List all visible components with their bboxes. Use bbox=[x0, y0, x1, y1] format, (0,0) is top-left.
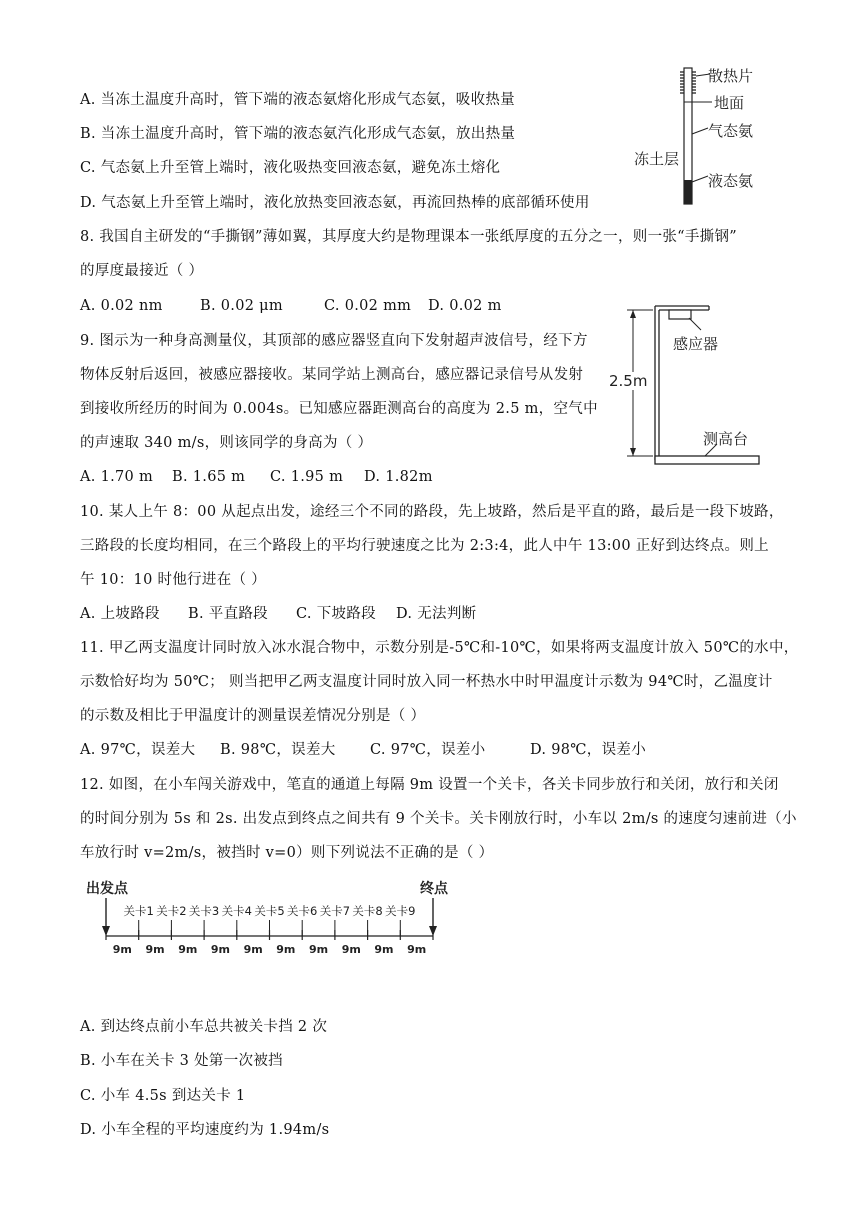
q8-option-c: C. 0.02 mm bbox=[324, 298, 412, 314]
segment-length-label: 9m bbox=[407, 943, 427, 956]
q7-option-a: A. 当冻土温度升高时，管下端的液态氨熔化形成气态氨，吸收热量 bbox=[80, 92, 515, 108]
segment-length-label: 9m bbox=[243, 943, 263, 956]
q9-stem-line-4: 的声速取 340 m/s，则该同学的身高为（ ） bbox=[80, 435, 373, 451]
platform-label: 测高台 bbox=[703, 430, 749, 448]
q12-option-a: A. 到达终点前小车总共被关卡挡 2 次 bbox=[80, 1019, 328, 1035]
segment-length-label: 9m bbox=[145, 943, 165, 956]
q9-option-b: B. 1.65 m bbox=[172, 469, 246, 485]
q10-stem-line-3: 午 10：10 时他行进在（ ） bbox=[80, 572, 267, 588]
q11-stem-line-1: 11. 甲乙两支温度计同时放入冰水混合物中，示数分别是-5℃和-10℃，如果将两支温度计放入 50℃的水中， bbox=[80, 640, 799, 656]
gate-label: 关卡8 bbox=[352, 904, 383, 918]
q10-option-d: D. 无法判断 bbox=[396, 606, 477, 622]
gate-label: 关卡6 bbox=[287, 904, 318, 918]
q8-option-d: D. 0.02 m bbox=[428, 298, 502, 314]
gate-label: 关卡1 bbox=[123, 904, 154, 918]
q9-stem-line-1: 9. 图示为一种身高测量仪，其顶部的感应器竖直向下发射超声波信号，经下方 bbox=[80, 333, 588, 349]
q9-stem-line-2: 物体反射后返回，被感应器接收。某同学站上测高台，感应器记录信号从发射 bbox=[80, 367, 584, 383]
gates-diagram bbox=[84, 878, 464, 958]
frozen-soil-label: 冻土层 bbox=[634, 150, 680, 168]
q12-stem-line-2: 的时间分别为 5s 和 2s. 出发点到终点之间共有 9 个关卡。关卡刚放行时，小车以 2m/s 的速度匀速前进（小 bbox=[80, 811, 797, 827]
q9-option-a: A. 1.70 m bbox=[80, 469, 154, 485]
q8-stem-line-2: 的厚度最接近（ ） bbox=[80, 263, 204, 279]
segment-length-label: 9m bbox=[374, 943, 394, 956]
heat-pipe-figure bbox=[630, 62, 770, 212]
q8-options bbox=[80, 296, 502, 316]
q11-option-a: A. 97℃，误差大 bbox=[80, 742, 196, 758]
gate-label: 关卡4 bbox=[221, 904, 252, 918]
height-meter-figure bbox=[605, 300, 765, 475]
sensor-label: 感应器 bbox=[673, 335, 719, 353]
height-dimension-label: 2.5m bbox=[609, 372, 648, 390]
q9-stem-line-3: 到接收所经历的时间为 0.004s。已知感应器距测高台的高度为 2.5 m，空气中 bbox=[80, 401, 598, 417]
gate-label: 关卡9 bbox=[385, 904, 416, 918]
q9-option-c: C. 1.95 m bbox=[270, 469, 344, 485]
end-label: 终点 bbox=[420, 881, 448, 897]
segment-length-label: 9m bbox=[178, 943, 198, 956]
gates-figure bbox=[84, 878, 464, 958]
q12-stem-line-3: 车放行时 v=2m/s，被挡时 v=0）则下列说法不正确的是（ ） bbox=[80, 845, 494, 861]
segment-length-label: 9m bbox=[276, 943, 296, 956]
q8-stem-line-1: 8. 我国自主研发的“手撕钢”薄如翼，其厚度大约是物理课本一张纸厚度的五分之一，则一张“手撕钢” bbox=[80, 229, 737, 245]
gate-label: 关卡5 bbox=[254, 904, 285, 918]
q12-option-c: C. 小车 4.5s 到达关卡 1 bbox=[80, 1088, 246, 1104]
segment-length-label: 9m bbox=[210, 943, 231, 956]
q7-option-b: B. 当冻土温度升高时，管下端的液态氨汽化形成气态氨，放出热量 bbox=[80, 126, 516, 142]
q12-stem-line-1: 12. 如图，在小车闯关游戏中，笔直的通道上每隔 9m 设置一个关卡，各关卡同步放行和关闭，放行和关闭 bbox=[80, 777, 779, 793]
q12-option-b: B. 小车在关卡 3 处第一次被挡 bbox=[80, 1053, 283, 1069]
q11-options bbox=[80, 740, 646, 760]
q11-stem-line-3: 的示数及相比于甲温度计的测量误差情况分别是（ ） bbox=[80, 708, 426, 724]
q7-option-c: C. 气态氨上升至管上端时，液化吸热变回液态氨，避免冻土熔化 bbox=[80, 160, 501, 176]
q9-option-d: D. 1.82m bbox=[364, 469, 433, 485]
q10-options bbox=[80, 604, 476, 624]
q10-option-b: B. 平直路段 bbox=[188, 606, 268, 622]
q7-option-d: D. 气态氨上升至管上端时，液化放热变回液态氨，再流回热棒的底部循环使用 bbox=[80, 195, 590, 211]
q9-options bbox=[80, 467, 433, 487]
q11-option-d: D. 98℃，误差小 bbox=[530, 742, 646, 758]
q10-option-a: A. 上坡路段 bbox=[80, 606, 160, 622]
ground-label: 地面 bbox=[714, 94, 745, 112]
q12-option-d: D. 小车全程的平均速度约为 1.94m/s bbox=[80, 1122, 330, 1138]
heat-sink-label: 散热片 bbox=[708, 67, 754, 85]
gate-label: 关卡7 bbox=[319, 904, 351, 918]
q8-option-a: A. 0.02 nm bbox=[80, 298, 163, 314]
segment-length-label: 9m bbox=[112, 943, 132, 956]
gas-ammonia-label: 气态氨 bbox=[708, 122, 754, 140]
q11-option-c: C. 97℃，误差小 bbox=[370, 742, 486, 758]
gate-label: 关卡3 bbox=[188, 904, 220, 918]
q10-stem-line-1: 10. 某人上午 8：00 从起点出发，途经三个不同的路段，先上坡路，然后是平直的路，最后是一段下坡路， bbox=[80, 504, 784, 520]
q10-option-c: C. 下坡路段 bbox=[296, 606, 376, 622]
q11-stem-line-2: 示数恰好均为 50℃； 则当把甲乙两支温度计同时放入同一杯热水中时甲温度计示数为 94℃时，乙温度计 bbox=[80, 674, 773, 690]
q8-option-b: B. 0.02 μm bbox=[200, 298, 283, 314]
q11-option-b: B. 98℃，误差大 bbox=[220, 742, 336, 758]
gate-label: 关卡2 bbox=[156, 904, 187, 918]
segment-length-label: 9m bbox=[341, 943, 361, 956]
liquid-ammonia-label: 液态氨 bbox=[708, 172, 754, 190]
segment-length-label: 9m bbox=[308, 943, 329, 956]
start-label: 出发点 bbox=[86, 881, 128, 897]
q10-stem-line-2: 三路段的长度均相同，在三个路段上的平均行驶速度之比为 2:3:4，此人中午 13:00 正好到达终点。则上 bbox=[80, 538, 769, 554]
